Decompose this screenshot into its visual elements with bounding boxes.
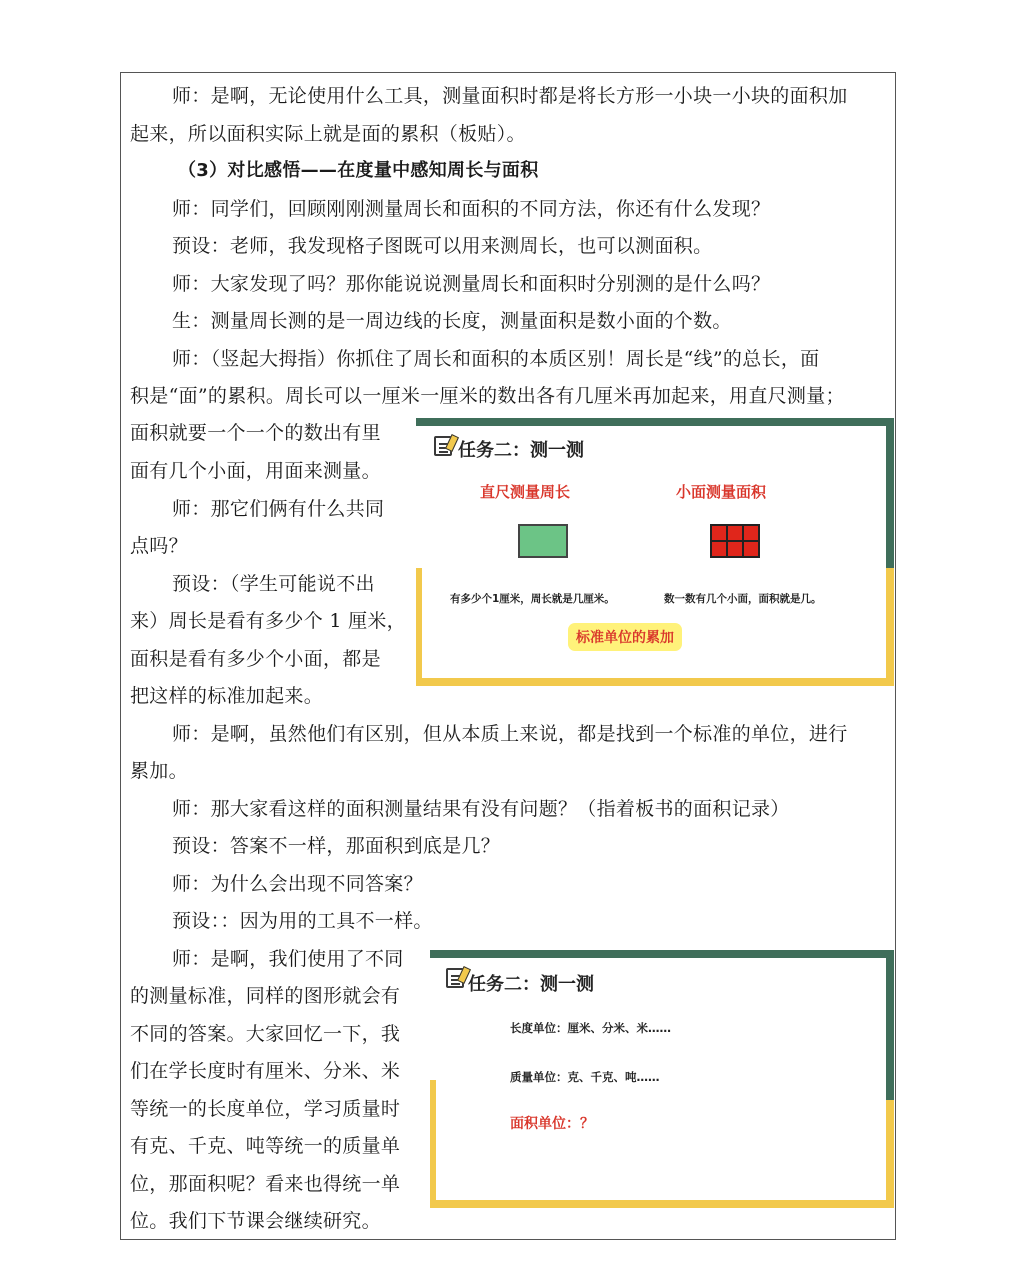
paragraph: 师：是啊，无论使用什么工具，测量面积时都是将长方形一小块一小块的面积加 <box>172 85 848 107</box>
grid-cell <box>728 542 742 556</box>
area-units-question: 面积单位：？ <box>510 1116 594 1132</box>
paragraph: 们在学长度时有厘米、分米、米 <box>130 1060 401 1082</box>
paragraph: 有克、千克、吨等统一的质量单 <box>130 1135 401 1157</box>
paragraph: 师：是啊，虽然他们有区别，但从本质上来说，都是找到一个标准的单位，进行 <box>172 723 848 745</box>
paragraph: 师：那大家看这样的面积测量结果有没有问题？（指着板书的面积记录） <box>172 798 790 820</box>
section-heading: （3）对比感悟——在度量中感知周长与面积 <box>178 160 539 181</box>
paragraph: 不同的答案。大家回忆一下，我 <box>130 1023 401 1045</box>
slide-border-left-yellow <box>430 1080 436 1208</box>
slide-task2-measure-2 <box>430 950 894 1208</box>
green-rectangle-shape <box>518 524 568 558</box>
notepad-icon <box>434 436 452 456</box>
mass-units-text: 质量单位：克、千克、吨…… <box>510 1070 660 1084</box>
paragraph: 师：为什么会出现不同答案？ <box>172 873 423 895</box>
paragraph: 来）周长是看有多少个 1 厘米， <box>130 610 406 632</box>
paragraph: 位。我们下节课会继续研究。 <box>130 1210 381 1232</box>
slide-border-right-yellow <box>886 1100 894 1208</box>
paragraph: 累加。 <box>130 760 188 782</box>
slide-border-top <box>416 418 894 426</box>
slide-title: 任务二：测一测 <box>468 974 594 995</box>
paragraph: 把这样的标准加起来。 <box>130 685 324 707</box>
slide-border-right-green <box>886 950 894 1100</box>
slide-border-right-yellow <box>886 568 894 686</box>
perimeter-caption: 有多少个1厘米，周长就是几厘米。 <box>450 593 615 605</box>
paragraph: 位，那面积呢？看来也得统一单 <box>130 1173 401 1195</box>
paragraph: 面积是看有多少个小面，都是 <box>130 648 381 670</box>
paragraph: 师：同学们，回顾刚刚测量周长和面积的不同方法，你还有什么发现？ <box>172 198 771 220</box>
paragraph: 等统一的长度单位，学习质量时 <box>130 1098 401 1120</box>
paragraph: 积是“面”的累积。周长可以一厘米一厘米的数出各有几厘米再加起来，用直尺测量； <box>130 385 845 407</box>
paragraph: 面有几个小面，用面来测量。 <box>130 460 381 482</box>
grid-cell <box>712 542 726 556</box>
paragraph: 起来，所以面积实际上就是面的累积（板贴）。 <box>130 123 526 145</box>
paragraph: 预设：答案不一样，那面积到底是几？ <box>172 835 501 857</box>
grid-cell <box>744 542 758 556</box>
unit-area-heading: 小面测量面积 <box>676 483 767 501</box>
paragraph: 师：是啊，我们使用了不同 <box>172 948 404 970</box>
standard-unit-highlight: 标准单位的累加 <box>568 623 682 651</box>
notepad-icon <box>446 968 464 988</box>
grid-cell <box>744 526 758 540</box>
paragraph: 预设：：因为用的工具不一样。 <box>172 910 433 932</box>
slide-border-right-green <box>886 418 894 568</box>
length-units-text: 长度单位：厘米、分米、米…… <box>510 1021 671 1035</box>
paragraph: 师：（竖起大拇指）你抓住了周长和面积的本质区别！周长是“线”的总长，面 <box>172 348 820 370</box>
grid-cell <box>728 526 742 540</box>
slide-border-left-yellow <box>416 568 422 686</box>
area-caption: 数一数有几个小面，面积就是几。 <box>664 593 822 605</box>
ruler-perimeter-heading: 直尺测量周长 <box>480 483 571 501</box>
paragraph: 师：那它们俩有什么共同 <box>172 498 385 520</box>
paragraph: 的测量标准，同样的图形就会有 <box>130 985 401 1007</box>
slide-border-bottom <box>430 1200 894 1208</box>
paragraph: 点吗？ <box>130 535 188 557</box>
paragraph: 面积就要一个一个的数出有里 <box>130 422 381 444</box>
slide-border-top <box>430 950 894 958</box>
slide-border-bottom <box>416 678 894 686</box>
paragraph: 师：大家发现了吗？那你能说说测量周长和面积时分别测的是什么吗？ <box>172 273 771 295</box>
slide-title: 任务二：测一测 <box>458 440 584 461</box>
grid-cell <box>712 526 726 540</box>
slide-task2-measure-1 <box>416 418 894 686</box>
paragraph: 预设：（学生可能说不出 <box>172 573 375 595</box>
paragraph: 预设：老师，我发现格子图既可以用来测周长，也可以测面积。 <box>172 235 713 257</box>
red-grid-shape <box>710 524 760 558</box>
paragraph: 生：测量周长测的是一周边线的长度，测量面积是数小面的个数。 <box>172 310 732 332</box>
